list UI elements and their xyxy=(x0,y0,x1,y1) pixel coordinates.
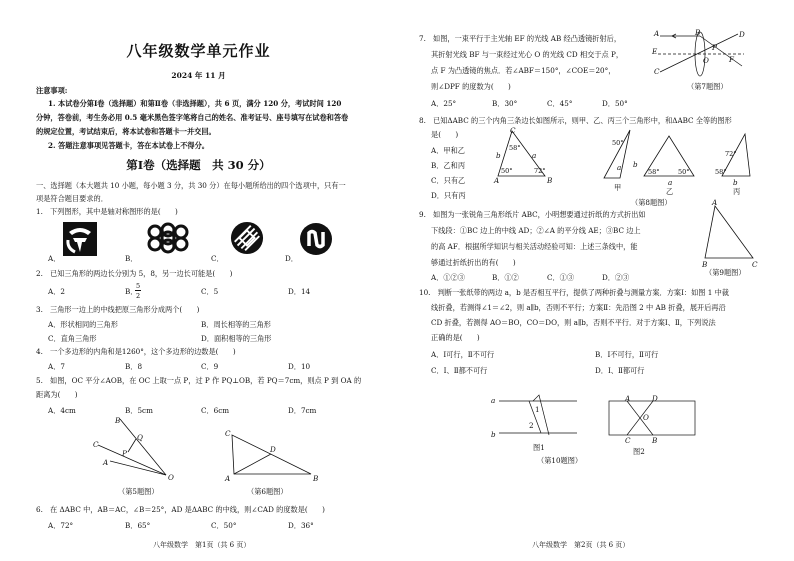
q8-stem: 8. 已知ΔABC 的三个内角三条边长如图所示，则甲、乙、丙三个三角形中，和ΔABC 全等的图形 xyxy=(419,116,732,125)
fig9-label-b: B xyxy=(702,260,708,269)
fig9-label-c: C xyxy=(752,260,758,269)
q3-option-b: B．周长相等的三角形 xyxy=(201,320,271,329)
q6-option-a: A．72° xyxy=(48,521,74,530)
q4-option-c: C．9 xyxy=(201,362,219,371)
fig8-jia-side: a xyxy=(617,163,622,172)
q10-option-a: A．Ⅰ可行，Ⅱ不可行 xyxy=(431,350,495,359)
fig6-label-d: D xyxy=(270,445,276,454)
q8-stem-2: 是( ) xyxy=(431,130,459,139)
q2-frac-denominator: 2 xyxy=(136,292,141,300)
fig6-caption: （第6题图） xyxy=(247,487,288,496)
fig7-label-b: B xyxy=(695,28,701,37)
q10-option-b: B．Ⅰ不可行，Ⅱ可行 xyxy=(595,350,659,359)
figure-7-lens-diagram xyxy=(652,28,752,80)
fig10-2-label-o: O xyxy=(643,413,649,422)
fig10-1-name: 图1 xyxy=(533,443,545,452)
fig7-label-e: E xyxy=(652,47,658,56)
fig8-jia-side-2: b xyxy=(633,160,638,169)
fig8-yi-name: 乙 xyxy=(666,187,674,196)
note-line-2: 分钟，答卷前，考生务必用 0.5 毫米黑色签字笔将自己的姓名、准考证号、座号填写在试卷和答卷 xyxy=(36,113,349,122)
q9-option-b: B．①② xyxy=(492,273,519,282)
q1-option-c: C． xyxy=(211,254,224,263)
fig8-bing-angle-2: 58° xyxy=(715,168,727,176)
fig10-2-label-b: B xyxy=(652,436,658,445)
fig9-label-a: A xyxy=(712,198,718,207)
q7-line-3: 点 F 为凸透镜的焦点．若∠ABF＝150°，∠COE＝20°， xyxy=(431,66,616,75)
fig10-2-name: 图2 xyxy=(633,447,645,456)
fig7-label-f: F xyxy=(729,55,734,64)
q2-option-b: B． xyxy=(125,287,138,296)
figure-9-triangle xyxy=(703,204,763,262)
q9-line-3: 的高 AF．根据所学知识与相关活动经验可知：上述三条线中，能 xyxy=(431,242,638,251)
q5-option-d: D．7cm xyxy=(288,406,317,415)
note-line-3: 的规定位置，考试结束后，将本试卷和答题卡一并交回。 xyxy=(36,127,216,136)
q2-option-c: C．5 xyxy=(201,287,219,296)
fig8-yi-angle-1: 58° xyxy=(648,168,660,176)
q3-stem: 3. 三角形一边上的中线把原三角形分成两个( ) xyxy=(36,305,200,314)
q10-option-c: C．Ⅰ、Ⅱ都不可行 xyxy=(431,366,488,375)
page-title: 八年级数学单元作业 xyxy=(126,42,271,60)
exam-date: 2024 年 11 月 xyxy=(171,71,226,80)
fig10-1-label-2: 2 xyxy=(529,421,534,430)
q4-option-d: D．10 xyxy=(288,362,311,371)
fig8-bing-name: 丙 xyxy=(733,187,741,196)
q7-line-1: 7. 如图，一束平行于主光轴 EF 的光线 AB 经凸透镜折射后， xyxy=(419,34,622,43)
fig10-1-label-b: b xyxy=(491,430,496,439)
figure-6-diagram xyxy=(226,430,326,480)
q10-line-2: 线折叠，若测得∠1＝∠2，则 a∥b，否则不平行；方案Ⅱ：先沿图 2 中 AB 折叠，展开后再沿 xyxy=(431,303,726,312)
fig8-abc-angle-b: 72° xyxy=(534,167,546,175)
fig8-bing-angle-1: 72° xyxy=(725,150,737,158)
fig8-abc-b: B xyxy=(547,176,553,185)
q2-frac-numerator: 5 xyxy=(136,282,141,290)
q7-option-a: A．25° xyxy=(431,99,457,108)
q3-option-d: D．面积相等的三角形 xyxy=(201,334,272,343)
right-page xyxy=(397,0,794,561)
q8-option-b: B．乙和丙 xyxy=(431,161,466,170)
q4-option-b: B．8 xyxy=(125,362,143,371)
note-line-1: 1. 本试卷分第Ⅰ卷（选择题）和第Ⅱ卷（非选择题），共 6 页，满分 120 分，考试时间 120 xyxy=(48,99,342,108)
telecom-logo-icon xyxy=(63,222,97,256)
fig10-caption: （第10题图） xyxy=(537,456,583,465)
fig10-1-label-a: a xyxy=(491,396,496,405)
fig8-bing-side: b xyxy=(733,178,738,187)
fig8-abc-side-b: b xyxy=(496,151,501,160)
q7-option-c: C．45° xyxy=(547,99,573,108)
fig10-2-label-a: A xyxy=(625,394,631,403)
fig7-caption: （第7题图） xyxy=(687,82,728,91)
q10-line-3: CD 折叠，若测得 AO＝BO，CO＝DO，则 a∥b，否则不平行．对于方案Ⅰ、Ⅱ，下列说法 xyxy=(431,318,716,327)
q8-option-c: C．只有乙 xyxy=(431,176,466,185)
fig7-label-o: O xyxy=(703,56,709,65)
fig10-2-label-d: D xyxy=(652,394,658,403)
q5-option-b: B．5cm xyxy=(125,406,153,415)
fig6-label-a: A xyxy=(225,474,231,483)
fig8-yi-angle-2: 50° xyxy=(678,168,690,176)
n-circle-logo-icon xyxy=(299,222,333,256)
q5-option-a: A．4cm xyxy=(48,406,76,415)
fig7-label-d: D xyxy=(739,30,745,39)
q4-stem: 4. 一个多边形的内角和是1260°，这个多边形的边数是( ) xyxy=(36,347,236,356)
q5-stem-2: 距离为( ) xyxy=(36,390,78,399)
q2-option-a: A．2 xyxy=(48,287,65,296)
q10-line-1: 10. 判断一张纸带的两边 a，b 是否相互平行，提供了两种折叠与测量方案．方案Ⅰ：如图 1 中裁 xyxy=(419,288,729,297)
q1-stem: 1. 下列图形，其中是轴对称图形的是( ) xyxy=(36,207,178,216)
note-line-4: 2. 答题注意事项见答题卡，答在本试卷上不得分。 xyxy=(48,141,209,150)
q5-option-c: C．6cm xyxy=(201,406,230,415)
fig5-label-o: O xyxy=(168,473,174,482)
fig5-caption: （第5题图） xyxy=(118,487,159,496)
part-intro-2: 项是符合题目要求的． xyxy=(36,194,108,203)
notes-heading: 注意事项: xyxy=(36,86,68,95)
striped-circle-logo-icon xyxy=(230,221,264,255)
figure-10-1-strip xyxy=(497,393,587,441)
fig6-label-b: B xyxy=(313,474,319,483)
q10-option-d: D．Ⅰ、Ⅱ都可行 xyxy=(595,366,645,375)
q5-stem-1: 5. 如图，OC 平分∠AOB，在 OC 上取一点 P，过 P 作 PQ⊥OB，若 PQ＝7cm，则点 P 到 OA 的 xyxy=(36,376,362,385)
q8-option-a: A．甲和乙 xyxy=(431,146,465,155)
fig8-jia-angle: 50° xyxy=(612,139,624,147)
q9-line-4: 够通过折纸折出的有( ) xyxy=(431,258,516,267)
q7-line-4: 则∠DPF 的度数为( ) xyxy=(431,82,511,91)
q3-option-a: A．形状相同的三角形 xyxy=(48,320,118,329)
q1-option-a: A． xyxy=(48,254,61,263)
q9-option-d: D．②③ xyxy=(602,273,630,282)
section-title: 第Ⅰ卷（选择题 共 30 分） xyxy=(126,158,271,172)
q6-stem: 6. 在 ΔABC 中，AB＝AC，∠B＝25°，AD 是ΔABC 的中线，则∠CAD 的度数是( ) xyxy=(36,505,325,514)
q10-line-4: 正确的是( ) xyxy=(431,333,480,342)
q9-option-c: C．①③ xyxy=(547,273,575,282)
fig8-abc-angle-c: 58° xyxy=(509,144,521,152)
q7-option-d: D．50° xyxy=(602,99,628,108)
fig5-label-b: B xyxy=(115,416,121,425)
fig8-jia-name: 甲 xyxy=(614,183,622,192)
fig5-label-a: A xyxy=(103,458,109,467)
q3-option-c: C．直角三角形 xyxy=(48,334,97,343)
q2-stem: 2. 已知三角形的两边长分别为 5，8，另一边长可能是( ) xyxy=(36,269,233,278)
fig10-2-label-c: C xyxy=(625,436,631,445)
fig5-label-q: Q xyxy=(137,433,143,442)
q2-option-d: D．14 xyxy=(288,287,311,296)
part-intro-1: 一、选择题（本大题共 10 小题，每小题 3 分，共 30 分）在每小题所给出的四个选项中，只有一 xyxy=(36,181,346,190)
q1-option-b: B． xyxy=(125,254,138,263)
fig8-caption: （第8题图） xyxy=(631,198,672,207)
fig5-label-p: P xyxy=(122,449,127,458)
left-footer: 八年级数学 第1页（共 6 页） xyxy=(153,541,251,549)
fig9-caption: （第9题图） xyxy=(705,268,746,277)
q4-option-a: A．7 xyxy=(48,362,65,371)
fig6-label-c: C xyxy=(225,429,231,438)
fig8-abc-c: C xyxy=(510,126,516,135)
fig8-abc-a: A xyxy=(494,176,500,185)
chinese-knot-logo-icon xyxy=(143,220,193,256)
q9-line-2: 下线段：①BC 边上的中线 AD；②∠A 的平分线 AE；③BC 边上 xyxy=(431,226,641,235)
fig5-label-c: C xyxy=(93,440,99,449)
q6-option-c: C．50° xyxy=(211,521,237,530)
q6-option-b: B．65° xyxy=(125,521,151,530)
q9-line-1: 9. 如图为一张锐角三角形纸片 ABC，小明想要通过折纸的方式折出如 xyxy=(419,210,646,219)
fig7-label-a: A xyxy=(654,29,660,38)
right-footer: 八年级数学 第2页（共 6 页） xyxy=(532,541,630,549)
fig10-1-label-1: 1 xyxy=(535,405,540,414)
fig7-label-p: P xyxy=(712,43,717,52)
q8-option-d: D．只有丙 xyxy=(431,191,466,200)
fig8-abc-side-a: a xyxy=(532,151,537,160)
q7-line-2: 其折射光线 BF 与一束经过光心 O 的光线 CD 相交于点 P， xyxy=(431,50,624,59)
fig7-label-c: C xyxy=(654,67,660,76)
fig8-abc-angle-a: 50° xyxy=(501,167,513,175)
q1-option-d: D． xyxy=(285,254,298,263)
q6-option-d: D．36° xyxy=(288,521,314,530)
q7-option-b: B．30° xyxy=(492,99,518,108)
q9-option-a: A．①②③ xyxy=(431,273,465,282)
fig8-yi-side: a xyxy=(668,178,673,187)
